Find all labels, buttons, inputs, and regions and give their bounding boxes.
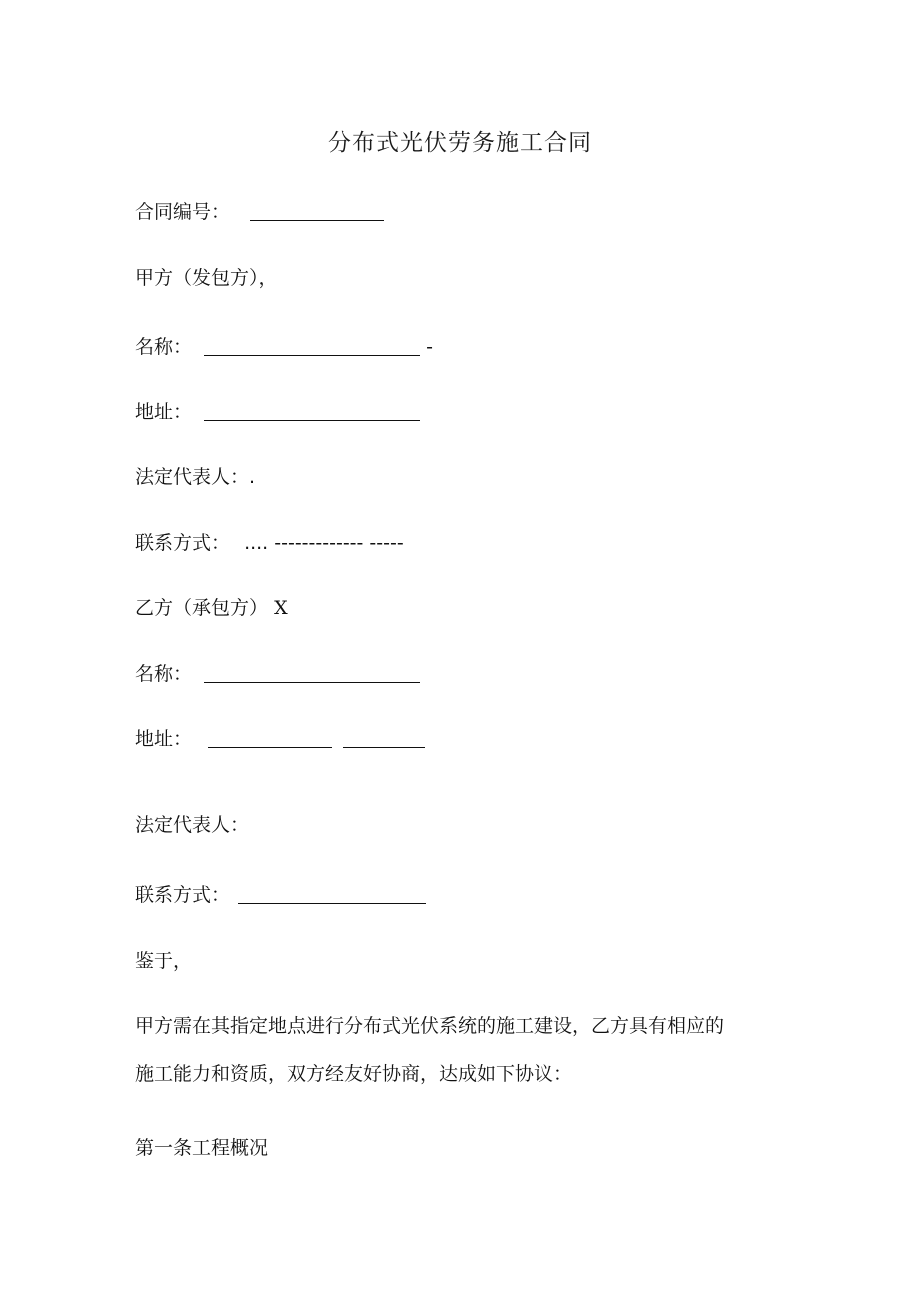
party-b-heading: 乙方（承包方）: [135, 597, 269, 619]
party-b-contact-blank: [238, 883, 426, 904]
contract-number-blank: [250, 200, 384, 221]
party-b-address-line: [135, 725, 425, 753]
party-b-address-blank-2: [343, 727, 425, 748]
contract-number-line: [135, 198, 384, 226]
party-a-name-line: [135, 333, 433, 361]
party-b-heading-mark: X: [274, 597, 288, 619]
party-b-name-label: 名称：: [135, 663, 193, 685]
party-b-heading-line: [135, 594, 288, 622]
party-a-contact-line: [135, 529, 404, 557]
party-b-contact-label: 联系方式：: [135, 884, 231, 906]
intro-line-1: 甲方需在其指定地点进行分布式光伏系统的施工建设，乙方具有相应的: [135, 1015, 725, 1037]
article-1-title: 第一条工程概况: [135, 1137, 269, 1159]
party-a-heading: 甲方（发包方），: [135, 267, 278, 289]
intro-line-2: 施工能力和资质，双方经友好协商，达成如下协议：: [135, 1063, 573, 1085]
party-b-legal-rep: 法定代表人：: [135, 814, 250, 836]
party-a-address-line: [135, 398, 420, 426]
party-a-name-suffix: -: [426, 336, 433, 358]
party-a-address-label: 地址：: [135, 401, 193, 423]
whereas-label: 鉴于，: [135, 950, 193, 972]
party-a-contact-value: .... ------------- -----: [244, 532, 404, 554]
party-b-name-blank: [204, 662, 420, 683]
party-b-address-blank-1: [208, 727, 332, 748]
party-a-address-blank: [204, 400, 420, 421]
party-b-contact-line: [135, 881, 426, 909]
party-b-address-label: 地址：: [135, 728, 193, 750]
party-a-legal-rep: 法定代表人：.: [135, 466, 256, 488]
contract-number-label: 合同编号：: [135, 201, 231, 223]
party-a-name-label: 名称：: [135, 336, 193, 358]
party-b-name-line: [135, 660, 420, 688]
party-a-contact-label: 联系方式：: [135, 532, 231, 554]
party-a-name-blank: [204, 335, 420, 356]
document-title: 分布式光伏劳务施工合同: [328, 130, 592, 156]
